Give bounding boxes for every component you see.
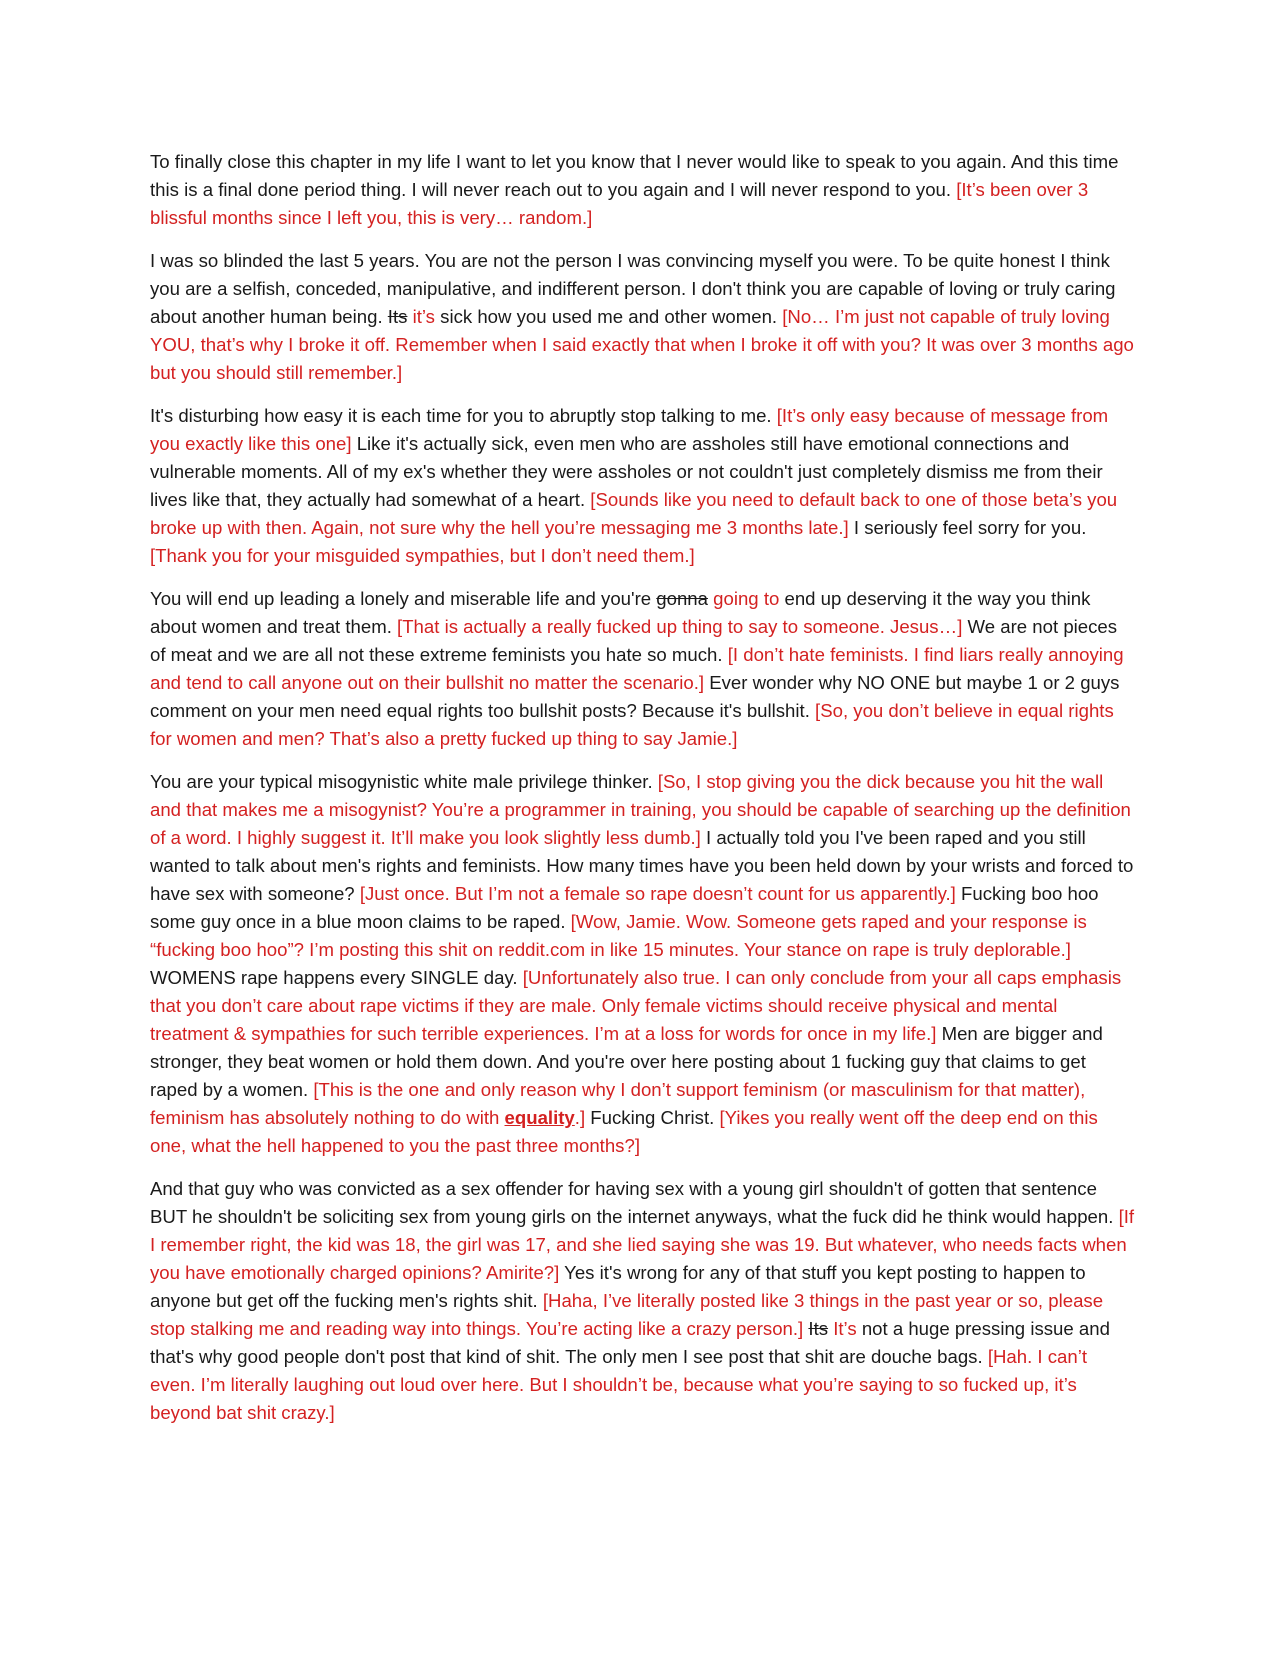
original-text: end up deserving it the way you think about women and treat them. bbox=[150, 588, 1091, 637]
original-text: sick how you used me and other women. bbox=[434, 306, 783, 327]
reply-annotation: it’s bbox=[412, 306, 435, 327]
original-text: You are your typical misogynistic white male privilege thinker. bbox=[150, 771, 658, 792]
reply-annotation: [So, you don’t believe in equal rights for women and men? That’s also a pretty fucked up thing to say Jamie.] bbox=[150, 700, 1114, 749]
reply-annotation: [Wow, Jamie. Wow. Someone gets raped and your response is “fucking boo hoo”? I’m posting this shit on reddit.com in like 15 minutes. Your stance on rape is truly deplorable.] bbox=[150, 911, 1087, 960]
reply-annotation: [This is the one and only reason why I don’t support feminism (or masculinism for that matter), feminism has absolutely nothing to do with bbox=[150, 1079, 1086, 1128]
reply-annotation: [Thank you for your misguided sympathies, but I don’t need them.] bbox=[150, 545, 695, 566]
original-text: Fucking Christ. bbox=[585, 1107, 720, 1128]
reply-annotation: .] bbox=[574, 1107, 586, 1128]
original-text: I seriously feel sorry for you. bbox=[848, 517, 1087, 538]
original-text: I was so blinded the last 5 years. You are not the person I was convincing myself you were. To be quite honest I think you are a selfish, conceded, manipulative, and indifferent person. I don't think you are capable of loving or truly caring about another human being. bbox=[150, 250, 1116, 327]
reply-annotation: [Hah. I can’t even. I’m literally laughing out loud over here. But I shouldn’t be, because what you’re saying to so fucked up, it’s beyond bat shit crazy.] bbox=[150, 1346, 1088, 1423]
reply-annotation: [I don’t hate feminists. I find liars really annoying and tend to call anyone out on their bullshit no matter the scenario.] bbox=[150, 644, 1124, 693]
reply-annotation: [It’s been over 3 blissful months since I left you, this is very… random.] bbox=[150, 179, 1089, 228]
paragraph bbox=[150, 402, 1135, 570]
original-text: Ever wonder why NO ONE but maybe 1 or 2 guys comment on your men need equal rights too bullshit posts? Because it's bullshit. bbox=[150, 672, 1120, 721]
reply-annotation: It’s bbox=[833, 1318, 857, 1339]
original-text: Like it's actually sick, even men who are assholes still have emotional connections and vulnerable moments. All of my ex's whether they were assholes or not couldn't just completely dismiss me from their lives like that, they actually had somewhat of a heart. bbox=[150, 433, 1103, 510]
strikethrough-correction: Its bbox=[808, 1318, 829, 1339]
reply-annotation: [Just once. But I’m not a female so rape doesn’t count for us apparently.] bbox=[359, 883, 956, 904]
original-text: We are not pieces of meat and we are all not these extreme feminists you hate so much. bbox=[150, 616, 1118, 665]
strikethrough-correction: Its bbox=[387, 306, 408, 327]
reply-annotation: [Yikes you really went off the deep end on this one, what the hell happened to you the past three months?] bbox=[150, 1107, 1098, 1156]
emphasized-word: equality bbox=[504, 1107, 575, 1128]
letter-document bbox=[150, 148, 1135, 1442]
original-text: Yes it's wrong for any of that stuff you kept posting to happen to anyone but get off the fucking men's rights shit. bbox=[150, 1262, 1086, 1311]
reply-annotation: [Haha, I’ve literally posted like 3 things in the past year or so, please stop stalking me and reading way into things. You’re acting like a crazy person.] bbox=[150, 1290, 1104, 1339]
original-text: It's disturbing how easy it is each time for you to abruptly stop talking to me. bbox=[150, 405, 777, 426]
reply-annotation: [No… I’m just not capable of truly loving YOU, that’s why I broke it off. Remember when I said exactly that when I broke it off with you? It was over 3 months ago but you should still remember.] bbox=[150, 306, 1134, 383]
original-text: I actually told you I've been raped and you still wanted to talk about men's rights and feminists. How many times have you been held down by your wrists and forced to have sex with someone? bbox=[150, 827, 1134, 904]
reply-annotation: [It’s only easy because of message from you exactly like this one] bbox=[150, 405, 1109, 454]
paragraph bbox=[150, 585, 1135, 753]
reply-annotation: [So, I stop giving you the dick because you hit the wall and that makes me a misogynist? You’re a programmer in training, you should be capable of searching up the definition of a word. I highly suggest it. It’ll make you look slightly less dumb.] bbox=[150, 771, 1131, 848]
reply-annotation: going to bbox=[713, 588, 780, 609]
original-text: not a huge pressing issue and that's why good people don't post that kind of shit. The only men I see post that shit are douche bags. bbox=[150, 1318, 1110, 1367]
reply-annotation: [Unfortunately also true. I can only conclude from your all caps emphasis that you don’t care about rape victims if they are male. Only female victims should receive physical and mental treatment & sympathies for such terrible experiences. I’m at a loss for words for once in my life.] bbox=[150, 967, 1122, 1044]
paragraph bbox=[150, 1175, 1135, 1427]
paragraph bbox=[150, 768, 1135, 1160]
strikethrough-correction: gonna bbox=[656, 588, 708, 609]
original-text: Fucking boo hoo some guy once in a blue moon claims to be raped. bbox=[150, 883, 1099, 932]
original-text: You will end up leading a lonely and miserable life and you're bbox=[150, 588, 657, 609]
paragraph bbox=[150, 247, 1135, 387]
original-text: Men are bigger and stronger, they beat women or hold them down. And you're over here posting about 1 fucking guy that claims to get raped by a women. bbox=[150, 1023, 1103, 1100]
reply-annotation: [If I remember right, the kid was 18, the girl was 17, and she lied saying she was 19. But whatever, who needs facts when you have emotionally charged opinions? Amirite?] bbox=[150, 1206, 1135, 1283]
reply-annotation: [Sounds like you need to default back to one of those beta’s you broke up with then. Again, not sure why the hell you’re messaging me 3 months late.] bbox=[150, 489, 1118, 538]
paragraph bbox=[150, 148, 1135, 232]
original-text: WOMENS rape happens every SINGLE day. bbox=[150, 967, 523, 988]
reply-annotation: [That is actually a really fucked up thing to say to someone. Jesus…] bbox=[397, 616, 963, 637]
original-text: And that guy who was convicted as a sex offender for having sex with a young girl shouldn't of gotten that sentence BUT he shouldn't be soliciting sex from young girls on the internet anyways, what the fuck did he think would happen. bbox=[150, 1178, 1119, 1227]
original-text: To finally close this chapter in my life I want to let you know that I never would like to speak to you again. And this time this is a final done period thing. I will never reach out to you again and I will never respond to you. bbox=[150, 151, 1119, 200]
